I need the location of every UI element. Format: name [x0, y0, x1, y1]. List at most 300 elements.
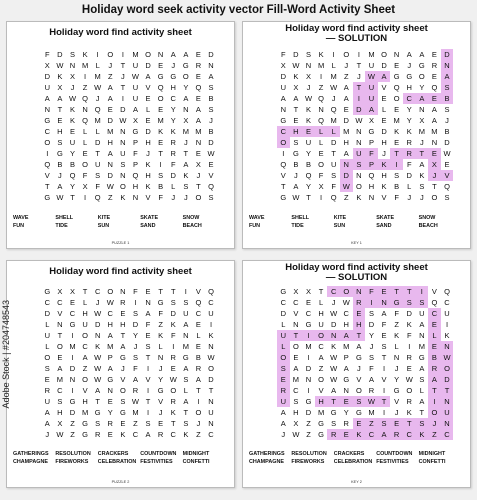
grid-letter: I	[383, 364, 386, 373]
grid-letter: Y	[158, 375, 164, 384]
grid-letter: N	[431, 138, 438, 147]
grid-letter: U	[277, 396, 290, 407]
grid-letter: Q	[157, 83, 164, 92]
grid-letter: M	[343, 342, 350, 351]
grid-letter: B	[208, 94, 214, 103]
grid-row	[277, 71, 453, 82]
grid-letter: E	[145, 331, 151, 340]
grid-letter: O	[441, 363, 454, 374]
grid-letter: D	[107, 171, 113, 180]
grid-letter: A	[280, 419, 286, 428]
grid-letter: P	[132, 160, 138, 169]
grid-letter: J	[70, 83, 75, 92]
grid-letter: J	[356, 364, 361, 373]
grid-letter: N	[340, 159, 353, 170]
grid-row	[41, 82, 217, 93]
grid-letter: O	[340, 286, 353, 297]
grid-letter: E	[57, 353, 63, 362]
grid-letter: I	[320, 193, 323, 202]
grid-letter: C	[365, 429, 378, 440]
word-item: MIDNIGHT	[418, 451, 446, 457]
grid-letter: S	[145, 342, 151, 351]
grid-letter: O	[381, 50, 387, 59]
grid-letter: Q	[431, 83, 438, 92]
grid-letter: Y	[69, 182, 75, 191]
grid-letter: V	[381, 83, 387, 92]
grid-letter: K	[318, 50, 324, 59]
grid-letter: H	[170, 83, 176, 92]
grid-letter: O	[418, 72, 425, 81]
grid-letter: U	[444, 309, 450, 318]
grid-letter: S	[208, 105, 214, 114]
grid-letter: G	[305, 397, 312, 406]
grid-letter: I	[383, 408, 386, 417]
panel-title: Holiday word find activity sheet	[49, 266, 192, 277]
grid-letter: A	[419, 397, 425, 406]
grid-letter: J	[344, 61, 349, 70]
grid-letter: I	[445, 320, 449, 329]
grid-letter: X	[305, 287, 311, 296]
grid-letter: V	[44, 171, 50, 180]
word-item: CHAMPAGNE	[13, 459, 48, 465]
grid-letter: I	[159, 160, 162, 169]
grid-letter: S	[378, 418, 391, 429]
grid-letter: K	[416, 429, 429, 440]
grid-letter: Z	[107, 193, 113, 202]
grid-letter: X	[293, 83, 299, 92]
grid-letter: A	[132, 105, 138, 114]
grid-letter: H	[57, 408, 63, 417]
grid-letter: C	[69, 309, 76, 318]
grid-letter: E	[353, 418, 366, 429]
grid-letter: Y	[406, 116, 412, 125]
grid-letter: C	[403, 93, 416, 104]
grid-letter: C	[44, 127, 50, 136]
grid-row	[277, 418, 453, 429]
grid-letter: K	[406, 320, 412, 329]
grid-letter: J	[428, 170, 441, 181]
grid-letter: C	[57, 298, 63, 307]
grid-letter: M	[132, 408, 139, 417]
grid-letter: M	[94, 72, 101, 81]
grid-letter: I	[428, 396, 441, 407]
grid-letter: G	[318, 430, 324, 439]
grid-letter: A	[44, 408, 50, 417]
grid-letter: K	[69, 116, 75, 125]
grid-letter: F	[365, 286, 378, 297]
grid-letter: R	[406, 138, 412, 147]
grid-letter: N	[441, 396, 454, 407]
grid-letter: U	[419, 309, 425, 318]
grid-letter: K	[145, 182, 151, 191]
grid-letter: A	[183, 94, 189, 103]
grid-letter: T	[70, 193, 75, 202]
word-item: SUN	[333, 223, 346, 229]
grid-letter: E	[428, 93, 441, 104]
grid-letter: S	[95, 171, 101, 180]
grid-letter: E	[340, 429, 353, 440]
grid-letter: L	[327, 126, 340, 137]
grid-letter: S	[331, 171, 337, 180]
grid-letter: S	[403, 297, 416, 308]
grid-letter: W	[330, 364, 338, 373]
grid-letter: H	[132, 182, 139, 191]
grid-letter: S	[170, 298, 176, 307]
grid-letter: A	[419, 320, 425, 329]
panel-label: PUZZLE 2	[111, 480, 130, 484]
grid-letter: Q	[195, 298, 202, 307]
grid-letter: M	[56, 375, 64, 384]
grid-letter: J	[158, 408, 163, 417]
grid-letter: W	[94, 309, 102, 318]
grid-letter: K	[381, 182, 387, 191]
grid-letter: T	[196, 182, 201, 191]
grid-letter: D	[343, 116, 349, 125]
grid-letter: N	[419, 105, 425, 114]
grid-letter: N	[305, 61, 312, 70]
grid-letter: E	[340, 396, 353, 407]
grid-letter: S	[183, 182, 189, 191]
grid-letter: W	[441, 352, 454, 363]
grid-letter: J	[419, 138, 424, 147]
grid-letter: J	[394, 408, 399, 417]
grid-row	[277, 341, 453, 352]
grid-letter: L	[407, 182, 412, 191]
grid-letter: D	[441, 49, 454, 60]
grid-letter: S	[145, 419, 151, 428]
grid-letter: C	[132, 430, 139, 439]
grid-letter: U	[69, 138, 76, 147]
grid-letter: A	[343, 83, 349, 92]
grid-letter: H	[145, 138, 151, 147]
grid-letter: I	[134, 298, 137, 307]
grid-row	[41, 71, 217, 82]
grid-letter: B	[208, 127, 214, 136]
grid-letter: I	[197, 397, 200, 406]
grid-letter: O	[406, 386, 413, 395]
word-item: SHELL	[291, 215, 310, 221]
grid-letter: I	[353, 93, 366, 104]
grid-letter: O	[107, 287, 114, 296]
grid-letter: J	[95, 298, 100, 307]
grid-letter: F	[406, 331, 412, 340]
grid-letter: N	[208, 397, 214, 406]
grid-row	[277, 93, 453, 104]
grid-letter: D	[69, 364, 76, 373]
grid-row	[41, 159, 217, 170]
grid-letter: N	[44, 105, 50, 114]
grid-letter: G	[390, 297, 403, 308]
grid-letter: N	[441, 60, 454, 71]
grid-letter: D	[132, 320, 139, 329]
grid-letter: E	[69, 298, 75, 307]
grid-letter: U	[330, 160, 337, 169]
grid-letter: N	[305, 375, 312, 384]
grid-letter: J	[331, 94, 336, 103]
grid-letter: X	[57, 419, 63, 428]
grid-letter: N	[343, 386, 349, 395]
grid-letter: S	[132, 309, 138, 318]
grid-letter: D	[381, 61, 387, 70]
grid-letter: Q	[330, 193, 337, 202]
grid-letter: V	[158, 397, 164, 406]
grid-letter: X	[368, 116, 374, 125]
grid-letter: A	[381, 309, 387, 318]
grid-letter: C	[44, 298, 50, 307]
grid-letter: R	[170, 149, 176, 158]
grid-letter: S	[183, 375, 189, 384]
grid-letter: W	[443, 149, 451, 158]
grid-letter: S	[57, 397, 63, 406]
grid-letter: J	[171, 61, 176, 70]
grid-letter: G	[393, 72, 400, 81]
grid-letter: M	[132, 50, 139, 59]
word-item: SKATE	[376, 215, 395, 221]
grid-letter: S	[158, 171, 164, 180]
grid-letter: G	[280, 193, 287, 202]
grid-letter: W	[365, 396, 378, 407]
grid-row	[277, 308, 453, 319]
grid-letter: W	[106, 298, 114, 307]
grid-letter: V	[280, 171, 286, 180]
grid-letter: G	[119, 408, 126, 417]
grid-letter: B	[195, 353, 201, 362]
grid-letter: Y	[107, 408, 113, 417]
grid-letter: S	[293, 397, 299, 406]
grid-letter: Z	[394, 320, 399, 329]
grid-letter: T	[158, 287, 163, 296]
grid-letter: Q	[82, 116, 88, 125]
grid-letter: S	[305, 50, 311, 59]
grid-letter: R	[170, 353, 176, 362]
grid-letter: Q	[444, 287, 450, 296]
grid-letter: N	[293, 320, 299, 329]
grid-letter: A	[280, 408, 286, 417]
grid-letter: G	[355, 353, 362, 362]
grid-letter: W	[365, 71, 378, 82]
grid-letter: L	[419, 386, 424, 395]
grid-letter: J	[45, 430, 50, 439]
grid-letter: L	[183, 386, 188, 395]
grid-letter: A	[419, 364, 425, 373]
grid-letter: D	[381, 127, 387, 136]
grid-letter: A	[57, 364, 63, 373]
grid-letter: T	[57, 331, 63, 340]
grid-letter: Z	[343, 72, 349, 81]
grid-letter: S	[132, 353, 138, 362]
grid-letter: X	[419, 116, 425, 125]
grid-letter: D	[280, 72, 286, 81]
panel-label: KEY 1	[351, 241, 362, 245]
grid-letter: L	[196, 331, 201, 340]
page-title: Holiday word seek activity vector Fill-Word Activity Sheet	[81, 4, 396, 16]
grid-letter: U	[44, 83, 50, 92]
grid-letter: I	[84, 72, 87, 81]
grid-letter: M	[305, 342, 312, 351]
grid-letter: V	[82, 386, 88, 395]
grid-letter: S	[57, 138, 63, 147]
grid-letter: C	[170, 94, 176, 103]
grid-letter: Q	[94, 105, 101, 114]
grid-letter: T	[416, 148, 429, 159]
puzzle-1-panel	[6, 21, 235, 249]
grid-letter: E	[57, 116, 63, 125]
grid-letter: E	[305, 298, 311, 307]
grid-letter: S	[95, 419, 101, 428]
grid-letter: M	[182, 342, 189, 351]
grid-letter: A	[183, 397, 189, 406]
grid-letter: L	[277, 341, 290, 352]
grid-letter: E	[44, 375, 50, 384]
grid-letter: H	[57, 127, 63, 136]
grid-letter: T	[120, 331, 126, 340]
grid-letter: T	[183, 149, 189, 158]
grid-letter: I	[357, 50, 360, 59]
grid-letter: M	[107, 342, 114, 351]
grid-letter: A	[183, 50, 189, 59]
grid-letter: R	[431, 61, 438, 70]
grid-letter: N	[280, 105, 286, 114]
grid-letter: T	[170, 419, 176, 428]
grid-letter: R	[277, 385, 290, 396]
grid-row	[41, 93, 217, 104]
grid-letter: K	[158, 331, 164, 340]
grid-row	[41, 115, 217, 126]
grid-letter: E	[195, 342, 201, 351]
grid-letter: M	[418, 342, 425, 351]
grid-row	[277, 115, 453, 126]
grid-row	[277, 297, 453, 308]
grid-letter: Y	[305, 149, 311, 158]
grid-letter: A	[343, 94, 349, 103]
grid-letter: A	[293, 364, 299, 373]
grid-letter: W	[106, 182, 114, 191]
grid-letter: O	[343, 50, 350, 59]
grid-letter: J	[281, 430, 286, 439]
word-item: MIDNIGHT	[182, 451, 210, 457]
grid-letter: W	[330, 375, 338, 384]
grid-letter: D	[444, 138, 450, 147]
grid-letter: H	[293, 408, 299, 417]
grid-letter: N	[120, 287, 126, 296]
word-item: FESTIVITIES	[140, 459, 173, 465]
grid-letter: B	[69, 160, 75, 169]
grid-letter: A	[419, 50, 425, 59]
grid-row	[41, 341, 217, 352]
grid-letter: D	[44, 309, 50, 318]
grid-letter: J	[146, 149, 150, 158]
grid-letter: E	[145, 287, 151, 296]
grid-letter: Q	[69, 171, 76, 180]
grid-letter: C	[441, 429, 454, 440]
grid-letter: U	[280, 83, 286, 92]
grid-letter: T	[331, 149, 336, 158]
grid-letter: V	[381, 375, 387, 384]
grid-letter: M	[368, 408, 375, 417]
grid-letter: C	[403, 429, 416, 440]
grid-letter: D	[120, 105, 126, 114]
grid-letter: G	[330, 408, 337, 417]
grid-letter: L	[394, 342, 399, 351]
grid-letter: A	[195, 375, 201, 384]
panel-title: Holiday word find activity sheet — SOLUTION	[285, 23, 428, 44]
grid-letter: R	[403, 148, 416, 159]
grid-letter: A	[145, 309, 151, 318]
grid-letter: A	[107, 94, 113, 103]
word-item: GATHERINGS	[249, 451, 285, 457]
grid-letter: I	[320, 72, 323, 81]
grid-letter: D	[69, 408, 76, 417]
grid-letter: J	[209, 116, 213, 125]
grid-letter: F	[133, 287, 138, 296]
grid-letter: S	[331, 419, 337, 428]
grid-letter: F	[369, 364, 374, 373]
grid-letter: W	[169, 375, 177, 384]
grid-letter: A	[107, 331, 113, 340]
grid-letter: X	[132, 116, 138, 125]
grid-letter: A	[195, 105, 201, 114]
grid-letter: X	[69, 72, 75, 81]
grid-letter: O	[107, 50, 114, 59]
grid-letter: F	[145, 320, 151, 329]
grid-letter: W	[131, 72, 139, 81]
grid-letter: F	[158, 193, 163, 202]
word-item: FESTIVITIES	[376, 459, 409, 465]
grid-letter: C	[428, 308, 441, 319]
grid-row	[41, 319, 217, 330]
grid-letter: I	[383, 386, 386, 395]
grid-letter: S	[120, 160, 126, 169]
grid-letter: S	[444, 193, 450, 202]
grid-letter: T	[120, 61, 126, 70]
word-item: SAND	[376, 223, 392, 229]
word-item: SAND	[140, 223, 156, 229]
grid-letter: M	[393, 116, 400, 125]
grid-letter: G	[94, 408, 101, 417]
grid-letter: N	[120, 171, 126, 180]
grid-letter: E	[381, 94, 387, 103]
grid-letter: C	[82, 342, 88, 351]
panel-label: KEY 2	[351, 480, 362, 484]
grid-letter: A	[183, 320, 189, 329]
grid-letter: S	[183, 298, 189, 307]
grid-letter: U	[365, 93, 378, 104]
grid-letter: L	[331, 61, 336, 70]
grid-letter: K	[170, 127, 176, 136]
grid-letter: A	[107, 83, 113, 92]
grid-letter: H	[82, 309, 88, 318]
grid-letter: Z	[82, 83, 88, 92]
grid-letter: B	[57, 160, 63, 169]
grid-letter: R	[343, 419, 349, 428]
grid-letter: I	[302, 330, 315, 341]
grid-letter: Q	[318, 116, 324, 125]
grid-letter: G	[182, 61, 189, 70]
grid-letter: R	[170, 138, 176, 147]
grid-letter: K	[356, 193, 362, 202]
grid-letter: J	[171, 193, 176, 202]
grid-letter: M	[107, 127, 114, 136]
grid-letter: D	[170, 309, 176, 318]
grid-letter: C	[277, 126, 290, 137]
grid-letter: E	[428, 341, 441, 352]
grid-row	[277, 60, 453, 71]
word-item: RESOLUTION	[55, 451, 91, 457]
grid-letter: T	[145, 397, 151, 406]
word-item: FIREWORKS	[291, 459, 325, 465]
grid-letter: N	[393, 50, 400, 59]
grid-row	[277, 319, 453, 330]
